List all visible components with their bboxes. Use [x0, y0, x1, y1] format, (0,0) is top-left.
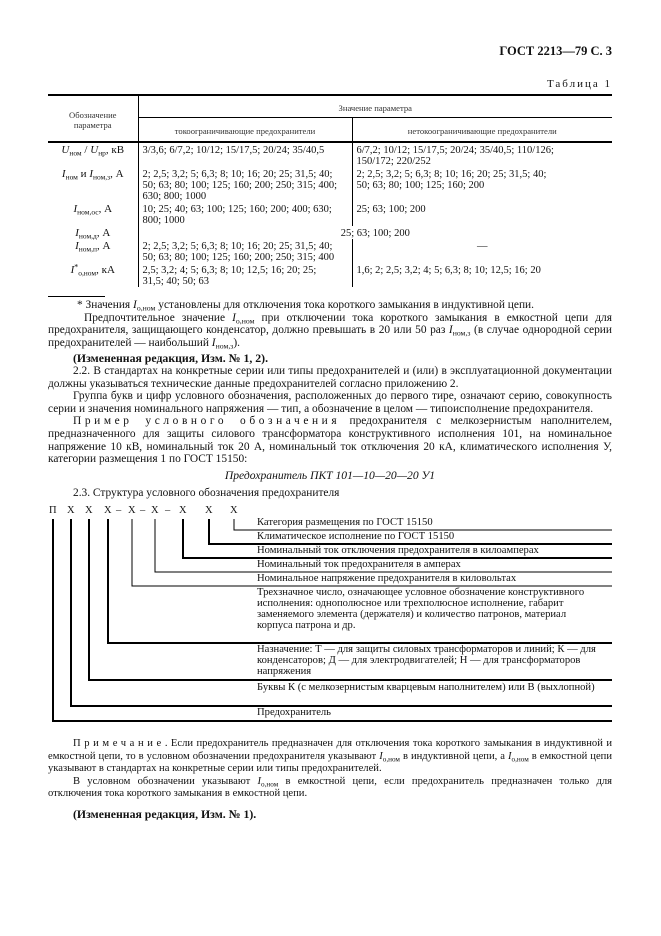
symbol: I: [89, 168, 93, 180]
label-breaking-current: Номинальный ток отключения предохранителя в килоамперах: [257, 545, 539, 557]
param-label: [48, 142, 138, 167]
symbol: I: [70, 264, 75, 276]
subscript: ном: [65, 172, 78, 182]
subscript: о,ном: [382, 755, 400, 764]
footnote: [48, 299, 612, 312]
code-letter: X: [67, 505, 75, 517]
subscript: нр: [98, 148, 106, 158]
value-non-current-limiting: 25; 63; 100; 200: [356, 204, 426, 215]
symbol: I: [448, 324, 453, 337]
amendment-note-1: (Измененная редакция, Изм. № 1, 2).: [73, 351, 269, 366]
label-rated-current: Номинальный ток предохранителя в амперах: [257, 559, 461, 571]
text-run: , кВ: [105, 144, 125, 156]
value-current-limiting: 3/3,6; 6/7,2; 10/12; 15/17,5; 20/24; 35/40,5: [138, 142, 352, 167]
text-run: и: [77, 168, 90, 180]
value-non-current-limiting: 6/7,2; 10/12; 15/17,5; 20/24; 35/40,5; 110/126; 150/172; 220/252: [356, 145, 554, 167]
param-label: [48, 239, 138, 263]
text-run: (в случае однородной серии предохранителей — наибольший: [48, 324, 612, 349]
value-non-current-limiting: —: [477, 241, 488, 252]
table-row: [48, 202, 612, 226]
symbol: I: [61, 168, 66, 180]
label-category: Категория размещения по ГОСТ 15150: [257, 517, 433, 529]
table-row: [48, 142, 612, 167]
symbol: I: [75, 227, 79, 239]
text-run: предохранителя с мелкозернистым наполнителем, предназначенного для защиты силового трансформатора конструктивного исполнения 101, на номинальное напряжение 10 кВ, номинальный ток 20 А, номинальный ток отключения 20 кА, климатического исполнения У, категории размещения 1 по ГОСТ 15150:: [48, 415, 613, 466]
text-run: *: [74, 262, 79, 272]
symbol: I: [133, 299, 137, 311]
value-current-limiting: 2; 2,5; 3,2; 5; 6,3; 8; 10; 16; 20; 25; 31,5; 40; 50; 63; 80; 100; 125; 160; 200; 250; 315; 400: [138, 239, 352, 263]
subscript: ном,ос: [77, 207, 99, 217]
subscript: о,ном: [235, 316, 255, 326]
label-letters: Буквы К (с мелкозернистым кварцевым наполнителем) или В (выхлопной): [257, 682, 595, 694]
code-letter: X: [128, 505, 136, 517]
text-run: /: [81, 144, 91, 156]
subscript: ном: [69, 148, 82, 158]
text-run: , А: [98, 203, 113, 215]
param-label: [48, 226, 138, 239]
example-designation: Предохранитель ПКТ 101—10—20—20 У1: [224, 468, 436, 482]
subscript: ном,п: [78, 244, 97, 254]
text-run: Пример условного обозначения: [73, 415, 341, 428]
text-run: при отключении тока короткого замыкания в емкостной цепи для предохранителя, защищающего конденсатор, должно превышать в 20 или 50 раз: [48, 311, 612, 337]
code-letter: X: [151, 505, 159, 517]
symbol: U: [61, 144, 70, 156]
value-non-current-limiting: 1,6; 2; 2,5; 3,2; 4; 5; 6,3; 8; 10; 12,5; 16; 20: [356, 265, 541, 276]
body-text: [48, 296, 612, 821]
subscript: о,ном: [78, 268, 97, 278]
value-both: 25; 63; 100; 200: [340, 228, 410, 239]
label-rated-voltage: Номинальное напряжение предохранителя в киловольтах: [257, 573, 517, 585]
label-fuse: Предохранитель: [257, 707, 332, 719]
text-run: Предпочтительное значение: [84, 311, 233, 324]
code-letter: П: [49, 505, 57, 517]
table-row: [48, 239, 612, 263]
text-run: в емкостной цепи указывают в стандартах на конкретные серии или типы предохранителей.: [48, 750, 613, 775]
subscript: ном,з: [92, 172, 111, 182]
value-current-limiting: 2; 2,5; 3,2; 5; 6,3; 8; 10; 16; 20; 25; 31,5; 40; 50; 63; 80; 100; 125; 160; 200; 250; 315; 400; 630; 800; 1000: [138, 167, 352, 202]
note-2: [48, 776, 612, 801]
symbol: I: [211, 336, 216, 349]
code-dash: –: [116, 505, 122, 517]
subscript: о,ном: [261, 780, 279, 789]
subscript: о,ном: [511, 755, 529, 764]
value-current-limiting: 2,5; 3,2; 4; 5; 6,3; 8; 10; 12,5; 16; 20; 25; 31,5; 40; 50; 63: [138, 263, 352, 287]
text-run: установлены для отключения тока короткого замыкания в индуктивной цепи.: [155, 299, 534, 311]
note-1: [48, 738, 612, 775]
symbol: I: [73, 203, 78, 215]
symbol: U: [90, 144, 99, 156]
text-run: в индуктивной цепи, а: [399, 750, 508, 762]
subscript: ном,д: [78, 231, 97, 241]
text-run: * Значения: [77, 299, 134, 311]
value-current-limiting: 10; 25; 40; 63; 100; 125; 160; 200; 400; 630; 800; 1000: [138, 202, 352, 226]
code-letter: X: [85, 505, 93, 517]
paragraph-2-3: 2.3. Структура условного обозначения предохранителя: [73, 486, 340, 499]
table-caption: Таблица 1: [546, 78, 612, 90]
table-row: [48, 226, 612, 239]
symbol: I: [232, 311, 236, 324]
header-param: Обозначение параметра: [48, 95, 138, 142]
header-value: Значение параметра: [138, 95, 612, 118]
code-letter: X: [179, 505, 187, 517]
subscript: ном,з: [215, 341, 234, 351]
amendment-note-2: (Измененная редакция, Изм. № 1).: [73, 807, 257, 822]
table-row: [48, 263, 612, 287]
text-run: . Если предохранитель предназначен для отключения тока короткого замыкания в индуктивной и емкостной цепи, то в условном обозначении предохранителя указывают: [48, 738, 612, 762]
parameters-table: [48, 94, 612, 287]
document-header: ГОСТ 2213—79 С. 3: [499, 44, 612, 58]
footnote-rule: [48, 296, 105, 297]
param-label: [48, 202, 138, 226]
symbol: I: [257, 775, 261, 787]
label-climate: Климатическое исполнение по ГОСТ 15150: [257, 531, 455, 543]
header-non-current-limiting: нетокоограничивающие предохранители: [352, 118, 612, 143]
label-purpose: Назначение: Т — для защиты силовых трансформаторов и линий; К — для конденсаторов; Д — для электродвигателей; Н — для трансформаторов напряжения: [257, 644, 596, 678]
text-run: , кА: [96, 264, 115, 276]
text-run: , А: [110, 168, 124, 180]
preferred-value-note: [48, 312, 612, 350]
designation-structure-diagram: [0, 500, 661, 724]
text-run: в емкостной цепи, если предохранитель предназначен только для отключения тока короткого замыкания в емкостной цепи.: [48, 775, 613, 799]
symbol: I: [379, 750, 383, 762]
label-design: Трехзначное число, означающее условное обозначение конструктивного исполнения: однополюсное или трехполюсное исполнение, габарит заменяемого элемента (держателя) и количество патронов, материал корпуса патрона и др.: [257, 587, 585, 632]
param-label: [48, 167, 138, 202]
paragraph-group: Группа букв и цифр условного обозначения, расположенных до первого тире, означают серию, совокупность серии и значения номинального напряжения — тип, а обозначение в целом — типоисполнение предохранителя.: [48, 390, 612, 415]
code-letter: X: [230, 505, 238, 517]
text-run: , А: [96, 240, 111, 252]
symbol: I: [507, 750, 512, 762]
text-run: Примечание: [73, 738, 165, 750]
text-run: В условном обозначении указывают: [73, 775, 258, 787]
code-dash: –: [165, 505, 171, 517]
code-dash: –: [140, 505, 146, 517]
text-run: ).: [233, 336, 241, 349]
header-current-limiting: токоограничивающие предохранители: [138, 118, 352, 143]
table-row: [48, 167, 612, 202]
code-letter: X: [205, 505, 213, 517]
symbol: I: [75, 240, 79, 252]
subscript: ном,з: [452, 328, 471, 338]
subscript: о,ном: [136, 303, 156, 313]
value-non-current-limiting: 2; 2,5; 3,2; 5; 6,3; 8; 10; 16; 20; 25; 31,5; 40; 50; 63; 80; 100; 125; 160; 200: [356, 169, 547, 191]
paragraph-2-2: 2.2. В стандартах на конкретные серии или типы предохранителей и (или) в эксплуатационной документации должны указываться технические данные предохранителей согласно приложению 2.: [48, 364, 612, 390]
text-run: , А: [96, 227, 111, 239]
code-letter: X: [104, 505, 112, 517]
param-label: [48, 263, 138, 287]
paragraph-example: [48, 415, 612, 465]
